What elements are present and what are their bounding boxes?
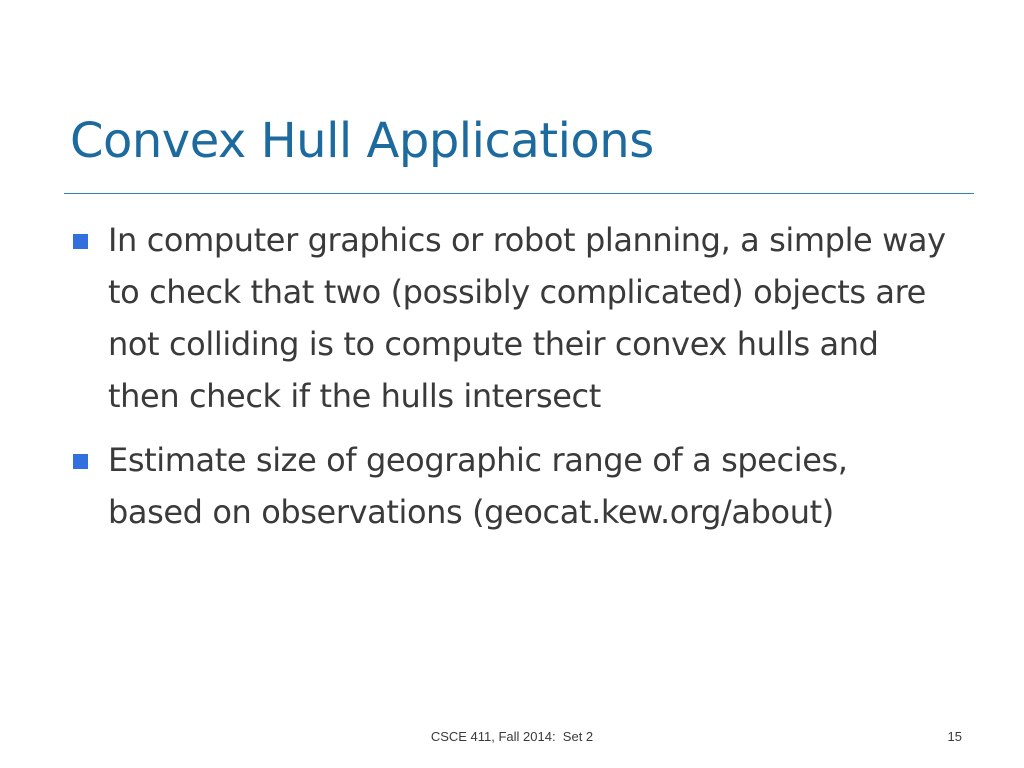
square-bullet-icon [73,454,88,469]
bullet-text: Estimate size of geographic range of a species, based on observations (geocat.kew.org/about) [108,441,848,531]
square-bullet-icon [73,234,88,249]
slide-number: 15 [947,729,962,744]
slide-title: Convex Hull Applications [70,113,654,169]
bullet-item [70,214,950,422]
footer-course-label: CSCE 411, Fall 2014: Set 2 [430,729,594,744]
bullet-list [70,214,950,550]
title-divider [64,193,974,194]
bullet-text: In computer graphics or robot planning, a simple way to check that two (possibly complicated) objects are not colliding is to compute their convex hulls and then check if the hulls intersect [108,221,946,415]
bullet-item [70,434,950,538]
